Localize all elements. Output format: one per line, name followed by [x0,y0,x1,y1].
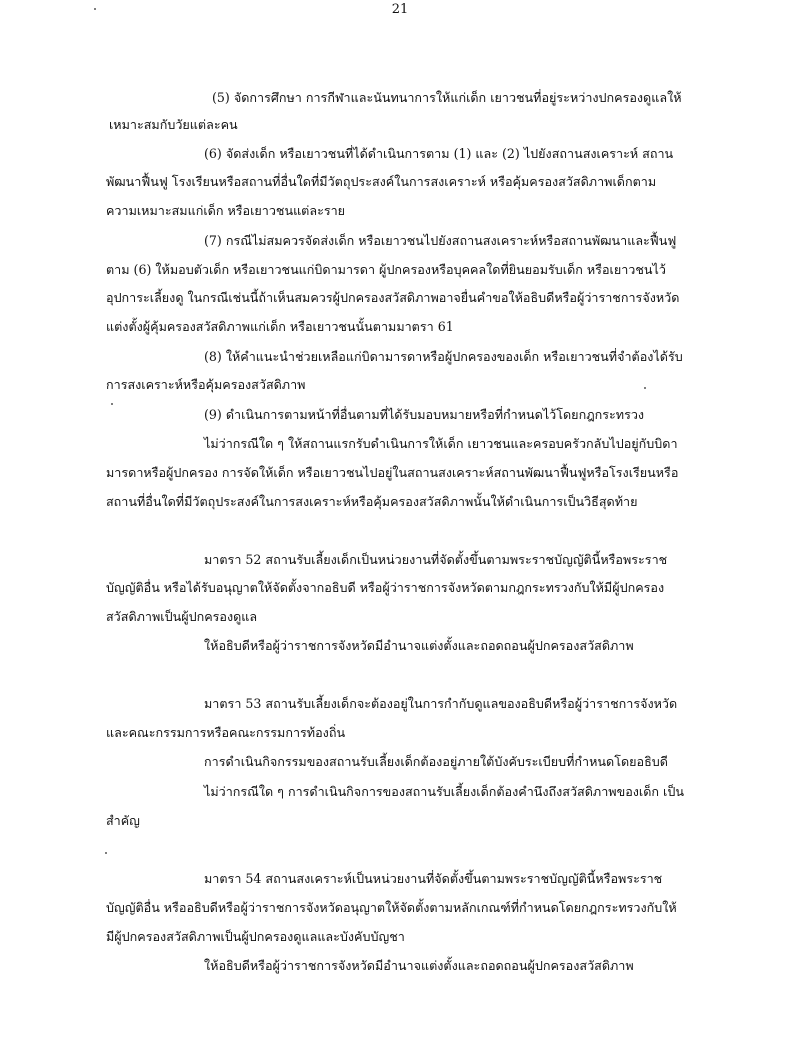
paragraph-line: (8) ให้คำแนะนำช่วยเหลือแก่บิดามารดาหรือผู้ปกครองของเด็ก หรือเยาวชนที่จำต้องได้รับ [204,349,683,364]
scan-speck [105,852,107,854]
paragraph-line: ให้อธิบดีหรือผู้ว่าราชการจังหวัดมีอำนาจแต่งตั้งและถอดถอนผู้ปกครองสวัสดิภาพ [204,958,634,973]
paragraph-line: และคณะกรรมการหรือคณะกรรมการท้องถิ่น [106,725,346,740]
paragraph-line: การดำเนินกิจกรรมของสถานรับเลี้ยงเด็กต้องอยู่ภายใต้บังคับระเบียบที่กำหนดโดยอธิบดี [204,754,668,769]
paragraph-line: พัฒนาฟื้นฟู โรงเรียนหรือสถานที่อื่นใดที่มีวัตถุประสงค์ในการสงเคราะห์ หรือคุ้มครองสวัสดิภาพเด็กตาม [106,174,657,189]
paragraph-line: มารดาหรือผู้ปกครอง การจัดให้เด็ก หรือเยาวชนไปอยู่ในสถานสงเคราะห์สถานพัฒนาฟื้นฟูหรือโรงเรียนหรือ [106,465,679,480]
section-heading-line: มาตรา 53 สถานรับเลี้ยงเด็กจะต้องอยู่ในการกำกับดูแลของอธิบดีหรือผู้ว่าราชการจังหวัด [204,696,678,711]
paragraph-line: สำคัญ [106,813,140,828]
paragraph-line: การสงเคราะห์หรือคุ้มครองสวัสดิภาพ [106,377,306,392]
paragraph-line: ตาม (6) ให้มอบตัวเด็ก หรือเยาวชนแก่บิดามารดา ผู้ปกครองหรือบุคคลใดที่ยินยอมรับเด็ก หรือเยาวชนไว้ [106,262,666,277]
paragraph-line: (5) จัดการศึกษา การกีฬาและนันทนาการให้แก่เด็ก เยาวชนที่อยู่ระหว่างปกครองดูแลให้ [212,90,682,105]
scan-speck [111,403,113,405]
paragraph-line: บัญญัติอื่น หรืออธิบดีหรือผู้ว่าราชการจังหวัดอนุญาตให้จัดตั้งตามหลักเกณฑ์ที่กำหนดโดยกฎกระทรวงกับให้ [106,900,677,915]
paragraph-line: สถานที่อื่นใดที่มีวัตถุประสงค์ในการสงเคราะห์หรือคุ้มครองสวัสดิภาพนั้นให้ดำเนินการเป็นวิธีสุดท้าย [106,494,638,509]
scan-speck [94,8,96,10]
paragraph-line: ความเหมาะสมแก่เด็ก หรือเยาวชนแต่ละราย [106,203,346,218]
paragraph-line: สวัสดิภาพเป็นผู้ปกครองดูแล [106,609,258,624]
paragraph-line: แต่งตั้งผู้คุ้มครองสวัสดิภาพแก่เด็ก หรือเยาวชนนั้นตามมาตรา 61 [106,319,454,334]
paragraph-line: ให้อธิบดีหรือผู้ว่าราชการจังหวัดมีอำนาจแต่งตั้งและถอดถอนผู้ปกครองสวัสดิภาพ [204,638,634,653]
paragraph-line: (7) กรณีไม่สมควรจัดส่งเด็ก หรือเยาวชนไปยังสถานสงเคราะห์หรือสถานพัฒนาและฟื้นฟู [204,233,677,248]
paragraph-line: บัญญัติอื่น หรือได้รับอนุญาตให้จัดตั้งจากอธิบดี หรือผู้ว่าราชการจังหวัดตามกฎกระทรวงกับให้มีผู้ปกครอง [106,580,665,595]
paragraph-line: ไม่ว่ากรณีใด ๆ การดำเนินกิจการของสถานรับเลี้ยงเด็กต้องคำนึงถึงสวัสดิภาพของเด็ก เป็น [204,784,684,799]
section-heading-line: มาตรา 52 สถานรับเลี้ยงเด็กเป็นหน่วยงานที่จัดตั้งขึ้นตามพระราชบัญญัตินี้หรือพระราช [204,552,668,567]
scan-speck [644,387,646,389]
paragraph-line: มีผู้ปกครองสวัสดิภาพเป็นผู้ปกครองดูแลและบังคับบัญชา [106,929,405,944]
section-heading-line: มาตรา 54 สถานสงเคราะห์เป็นหน่วยงานที่จัดตั้งขึ้นตามพระราชบัญญัตินี้หรือพระราช [204,871,663,886]
paragraph-line: อุปการะเลี้ยงดู ในกรณีเช่นนี้ถ้าเห็นสมควรผู้ปกครองสวัสดิภาพอาจยื่นคำขอให้อธิบดีหรือผู้ว่าราชการจังหวัด [106,290,680,305]
paragraph-line: (9) ดำเนินการตามหน้าที่อื่นตามที่ได้รับมอบหมายหรือที่กำหนดไว้โดยกฎกระทรวง [204,407,645,422]
page-number: 21 [391,2,409,17]
paragraph-line: เหมาะสมกับวัยแต่ละคน [109,117,238,132]
paragraph-line: (6) จัดส่งเด็ก หรือเยาวชนที่ได้ดำเนินการตาม (1) และ (2) ไปยังสถานสงเคราะห์ สถาน [204,146,674,161]
paragraph-line: ไม่ว่ากรณีใด ๆ ให้สถานแรกรับดำเนินการให้เด็ก เยาวชนและครอบครัวกลับไปอยู่กับบิดา [204,436,678,451]
